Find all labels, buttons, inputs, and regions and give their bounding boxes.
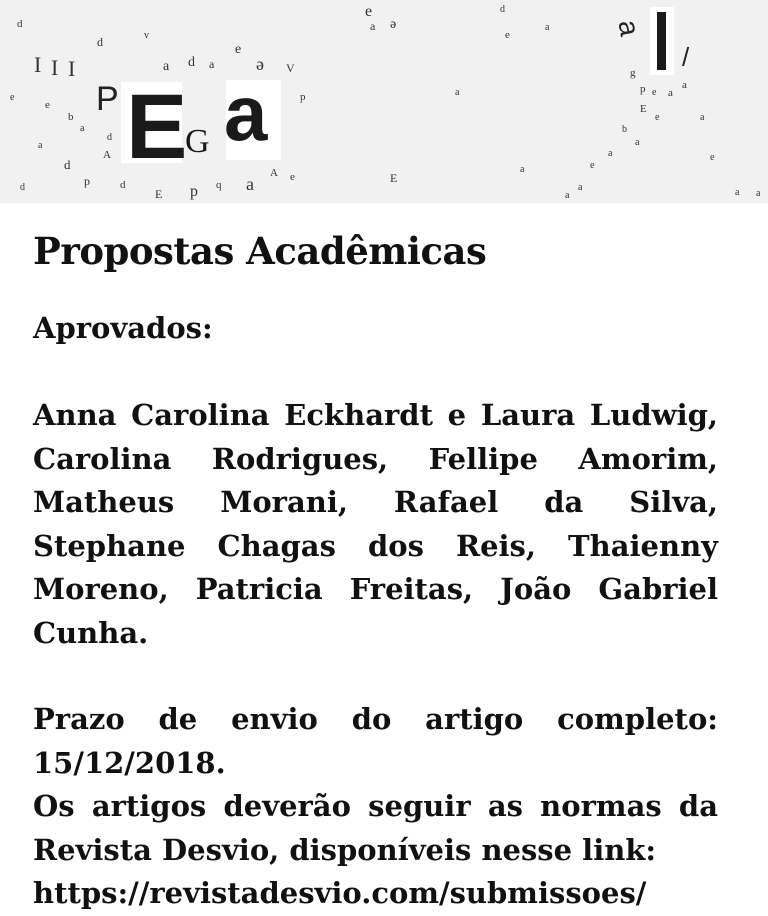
svg-text:a: a bbox=[635, 137, 640, 148]
svg-text:a: a bbox=[246, 174, 254, 194]
approved-names bbox=[33, 394, 718, 655]
svg-text:e: e bbox=[365, 3, 373, 20]
svg-text:a: a bbox=[565, 190, 570, 201]
svg-text:d: d bbox=[107, 132, 112, 143]
letter-p: P bbox=[96, 80, 119, 118]
svg-text:g: g bbox=[630, 67, 636, 79]
submission-info bbox=[33, 698, 718, 916]
svg-text:a: a bbox=[700, 112, 705, 123]
svg-text:I: I bbox=[68, 56, 76, 81]
svg-text:a: a bbox=[608, 148, 613, 159]
svg-text:A: A bbox=[103, 149, 111, 161]
svg-text:p: p bbox=[84, 174, 90, 188]
svg-text:q: q bbox=[216, 179, 222, 191]
svg-text:d: d bbox=[500, 4, 505, 15]
svg-text:v: v bbox=[144, 30, 149, 41]
svg-text:E: E bbox=[390, 171, 398, 185]
svg-text:d: d bbox=[64, 157, 71, 172]
svg-text:a: a bbox=[682, 79, 687, 91]
svg-text:p: p bbox=[640, 83, 646, 95]
svg-text:e: e bbox=[235, 42, 242, 57]
svg-text:e: e bbox=[505, 29, 510, 41]
svg-text:b: b bbox=[622, 124, 627, 135]
svg-text:d: d bbox=[120, 179, 126, 191]
svg-text:ə: ə bbox=[390, 17, 397, 32]
svg-text:V: V bbox=[286, 61, 295, 75]
svg-text:a: a bbox=[38, 140, 43, 151]
svg-text:d: d bbox=[17, 18, 23, 30]
big-letter-g: G bbox=[185, 123, 210, 160]
svg-text:A: A bbox=[270, 167, 278, 179]
approved-names-text: Anna Carolina Eckhardt e Laura Ludwig, Carolina Rodrigues, Fellipe Amorim, Matheus Morani, Rafael da Silva, Stephane Chagas dos Reis, Thaienny Moreno, Patricia Freitas, João Gabriel Cunha. bbox=[33, 398, 718, 650]
main-content bbox=[33, 222, 718, 916]
svg-text:e: e bbox=[590, 160, 595, 171]
svg-text:b: b bbox=[68, 111, 74, 123]
svg-text:a: a bbox=[756, 188, 761, 199]
svg-text:a: a bbox=[370, 19, 376, 33]
svg-text:e: e bbox=[655, 112, 660, 123]
svg-text:d: d bbox=[20, 182, 25, 193]
svg-text:I: I bbox=[34, 52, 42, 77]
svg-text:E: E bbox=[155, 187, 163, 201]
banner-image bbox=[0, 0, 768, 203]
svg-text:e: e bbox=[10, 92, 15, 103]
svg-text:a: a bbox=[455, 87, 460, 98]
svg-text:p: p bbox=[190, 183, 198, 200]
svg-text:e: e bbox=[290, 171, 295, 183]
svg-text:a: a bbox=[668, 87, 673, 99]
svg-text:a: a bbox=[520, 164, 525, 175]
deadline-text: Prazo de envio do artigo completo: 15/12/2018. bbox=[33, 702, 718, 780]
svg-text:I: I bbox=[51, 55, 59, 80]
svg-text:E: E bbox=[640, 103, 647, 115]
svg-text:e: e bbox=[652, 87, 657, 98]
svg-text:a: a bbox=[735, 187, 740, 198]
submission-link[interactable]: https://revistadesvio.com/submissoes/ bbox=[33, 876, 647, 910]
approved-label: Aprovados: bbox=[33, 311, 213, 345]
norms-text: Os artigos deverão seguir as normas da Revista Desvio, disponíveis nesse link: bbox=[33, 789, 718, 867]
svg-text:a: a bbox=[545, 22, 550, 33]
svg-text:a: a bbox=[578, 182, 583, 193]
page-title: Propostas Acadêmicas bbox=[33, 229, 487, 273]
svg-text:a: a bbox=[209, 57, 215, 71]
svg-text:a: a bbox=[163, 59, 170, 74]
big-letter-e: E bbox=[126, 76, 188, 178]
svg-text:a: a bbox=[80, 123, 85, 134]
letter-a-rotated: a bbox=[612, 17, 646, 39]
svg-text:d: d bbox=[97, 35, 103, 49]
svg-text:ə: ə bbox=[256, 54, 264, 74]
svg-text:e: e bbox=[45, 99, 50, 111]
letter-slash: / bbox=[682, 42, 690, 72]
svg-text:p: p bbox=[300, 91, 306, 103]
letters-collage bbox=[0, 0, 768, 203]
big-letter-a: a bbox=[224, 69, 268, 157]
svg-text:e: e bbox=[710, 152, 715, 163]
svg-text:d: d bbox=[188, 55, 195, 70]
